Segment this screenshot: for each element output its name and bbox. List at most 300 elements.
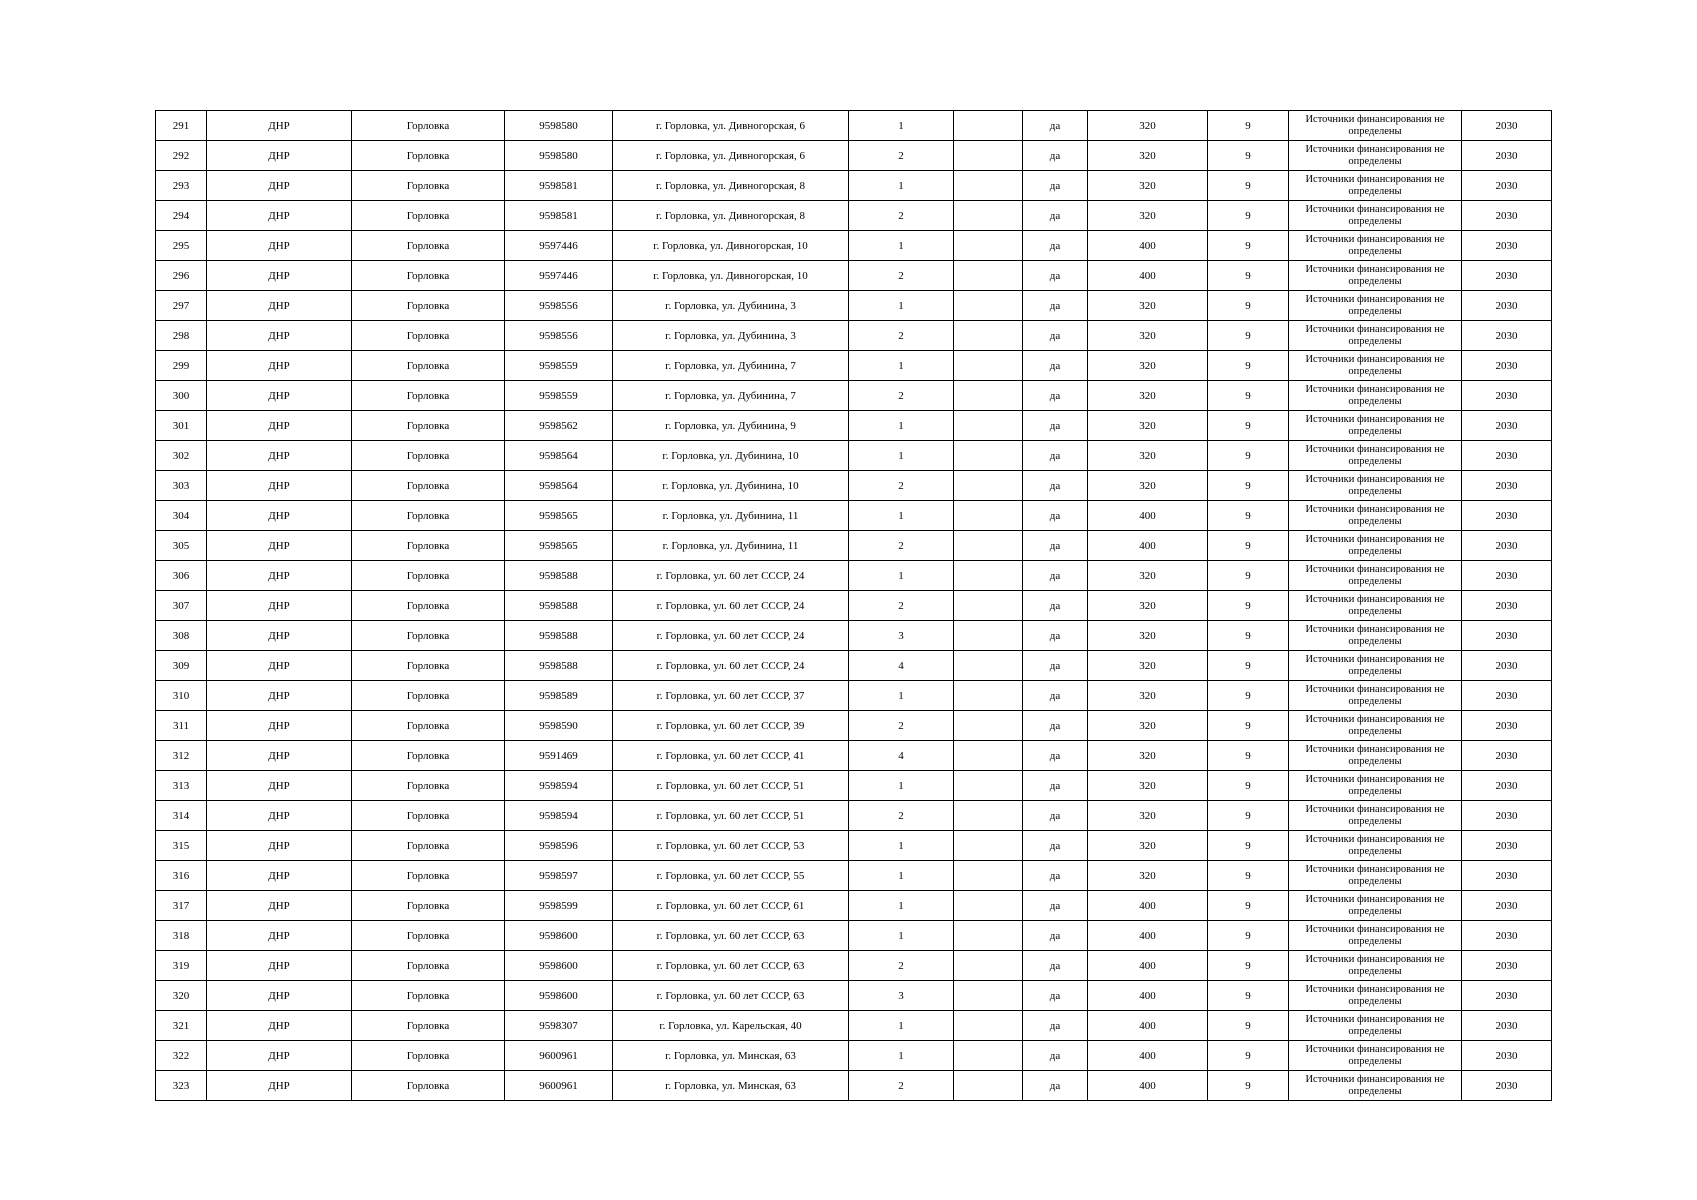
floors-cell: 9 — [1208, 1011, 1289, 1041]
city-cell: Горловка — [352, 951, 505, 981]
table-row — [156, 1071, 1552, 1101]
table-row — [156, 711, 1552, 741]
row-number-cell: 317 — [156, 891, 207, 921]
address-cell: г. Горловка, ул. Дубинина, 3 — [613, 291, 849, 321]
funding-source-cell: Источники финансирования не определены — [1289, 1071, 1462, 1101]
building-code-cell: 9598600 — [505, 981, 613, 1011]
row-number-cell: 319 — [156, 951, 207, 981]
address-cell: г. Горловка, ул. 60 лет СССР, 63 — [613, 921, 849, 951]
year-cell: 2030 — [1462, 831, 1552, 861]
capacity-cell: 400 — [1088, 891, 1208, 921]
entrance-cell: 2 — [849, 471, 954, 501]
entrance-cell: 2 — [849, 801, 954, 831]
funding-source-cell: Источники финансирования не определены — [1289, 1011, 1462, 1041]
address-cell: г. Горловка, ул. Дивногорская, 8 — [613, 171, 849, 201]
region-cell: ДНР — [207, 381, 352, 411]
floors-cell: 9 — [1208, 801, 1289, 831]
city-cell: Горловка — [352, 711, 505, 741]
year-cell: 2030 — [1462, 441, 1552, 471]
address-cell: г. Горловка, ул. Дивногорская, 8 — [613, 201, 849, 231]
funding-source-cell: Источники финансирования не определены — [1289, 621, 1462, 651]
city-cell: Горловка — [352, 831, 505, 861]
capacity-cell: 320 — [1088, 201, 1208, 231]
funding-source-cell: Источники финансирования не определены — [1289, 921, 1462, 951]
entrance-cell: 1 — [849, 561, 954, 591]
year-cell: 2030 — [1462, 621, 1552, 651]
row-number-cell: 306 — [156, 561, 207, 591]
region-cell: ДНР — [207, 501, 352, 531]
row-number-cell: 318 — [156, 921, 207, 951]
capacity-cell: 320 — [1088, 321, 1208, 351]
row-number-cell: 301 — [156, 411, 207, 441]
address-cell: г. Горловка, ул. Дубинина, 7 — [613, 351, 849, 381]
flag-cell: да — [1023, 471, 1088, 501]
building-code-cell: 9598588 — [505, 561, 613, 591]
row-number-cell: 302 — [156, 441, 207, 471]
floors-cell: 9 — [1208, 861, 1289, 891]
table-row — [156, 621, 1552, 651]
capacity-cell: 320 — [1088, 351, 1208, 381]
flag-cell: да — [1023, 891, 1088, 921]
flag-cell: да — [1023, 291, 1088, 321]
city-cell: Горловка — [352, 201, 505, 231]
capacity-cell: 320 — [1088, 861, 1208, 891]
building-code-cell: 9600961 — [505, 1071, 613, 1101]
region-cell: ДНР — [207, 921, 352, 951]
building-code-cell: 9597446 — [505, 261, 613, 291]
region-cell: ДНР — [207, 231, 352, 261]
row-number-cell: 291 — [156, 111, 207, 141]
row-number-cell: 304 — [156, 501, 207, 531]
region-cell: ДНР — [207, 561, 352, 591]
blank-cell — [954, 681, 1023, 711]
funding-source-cell: Источники финансирования не определены — [1289, 291, 1462, 321]
building-code-cell: 9598600 — [505, 951, 613, 981]
table-row — [156, 261, 1552, 291]
address-cell: г. Горловка, ул. Минская, 63 — [613, 1071, 849, 1101]
floors-cell: 9 — [1208, 201, 1289, 231]
year-cell: 2030 — [1462, 291, 1552, 321]
blank-cell — [954, 111, 1023, 141]
building-code-cell: 9598562 — [505, 411, 613, 441]
row-number-cell: 311 — [156, 711, 207, 741]
funding-source-cell: Источники финансирования не определены — [1289, 981, 1462, 1011]
capacity-cell: 320 — [1088, 171, 1208, 201]
region-cell: ДНР — [207, 951, 352, 981]
funding-source-cell: Источники финансирования не определены — [1289, 441, 1462, 471]
capacity-cell: 400 — [1088, 261, 1208, 291]
funding-source-cell: Источники финансирования не определены — [1289, 501, 1462, 531]
year-cell: 2030 — [1462, 231, 1552, 261]
blank-cell — [954, 291, 1023, 321]
registry-table — [155, 110, 1552, 1101]
region-cell: ДНР — [207, 471, 352, 501]
funding-source-cell: Источники финансирования не определены — [1289, 681, 1462, 711]
building-code-cell: 9598581 — [505, 201, 613, 231]
funding-source-cell: Источники финансирования не определены — [1289, 801, 1462, 831]
funding-source-cell: Источники финансирования не определены — [1289, 201, 1462, 231]
entrance-cell: 2 — [849, 321, 954, 351]
region-cell: ДНР — [207, 201, 352, 231]
region-cell: ДНР — [207, 351, 352, 381]
region-cell: ДНР — [207, 261, 352, 291]
entrance-cell: 2 — [849, 1071, 954, 1101]
entrance-cell: 1 — [849, 171, 954, 201]
blank-cell — [954, 891, 1023, 921]
floors-cell: 9 — [1208, 741, 1289, 771]
city-cell: Горловка — [352, 1041, 505, 1071]
blank-cell — [954, 1011, 1023, 1041]
funding-source-cell: Источники финансирования не определены — [1289, 471, 1462, 501]
table-row — [156, 591, 1552, 621]
funding-source-cell: Источники финансирования не определены — [1289, 831, 1462, 861]
flag-cell: да — [1023, 381, 1088, 411]
year-cell: 2030 — [1462, 921, 1552, 951]
year-cell: 2030 — [1462, 741, 1552, 771]
address-cell: г. Горловка, ул. 60 лет СССР, 24 — [613, 561, 849, 591]
region-cell: ДНР — [207, 801, 352, 831]
address-cell: г. Горловка, ул. 60 лет СССР, 55 — [613, 861, 849, 891]
building-code-cell: 9598556 — [505, 321, 613, 351]
capacity-cell: 320 — [1088, 381, 1208, 411]
address-cell: г. Горловка, ул. 60 лет СССР, 63 — [613, 951, 849, 981]
region-cell: ДНР — [207, 291, 352, 321]
city-cell: Горловка — [352, 981, 505, 1011]
flag-cell: да — [1023, 771, 1088, 801]
region-cell: ДНР — [207, 321, 352, 351]
building-code-cell: 9598588 — [505, 651, 613, 681]
building-code-cell: 9598596 — [505, 831, 613, 861]
blank-cell — [954, 531, 1023, 561]
entrance-cell: 1 — [849, 111, 954, 141]
flag-cell: да — [1023, 921, 1088, 951]
address-cell: г. Горловка, ул. 60 лет СССР, 39 — [613, 711, 849, 741]
flag-cell: да — [1023, 831, 1088, 861]
building-code-cell: 9598565 — [505, 531, 613, 561]
city-cell: Горловка — [352, 111, 505, 141]
blank-cell — [954, 411, 1023, 441]
city-cell: Горловка — [352, 291, 505, 321]
building-code-cell: 9598307 — [505, 1011, 613, 1041]
building-code-cell: 9598581 — [505, 171, 613, 201]
region-cell: ДНР — [207, 621, 352, 651]
capacity-cell: 320 — [1088, 591, 1208, 621]
building-code-cell: 9598588 — [505, 591, 613, 621]
row-number-cell: 296 — [156, 261, 207, 291]
year-cell: 2030 — [1462, 171, 1552, 201]
blank-cell — [954, 861, 1023, 891]
entrance-cell: 2 — [849, 531, 954, 561]
building-code-cell: 9597446 — [505, 231, 613, 261]
capacity-cell: 400 — [1088, 1041, 1208, 1071]
table-row — [156, 651, 1552, 681]
blank-cell — [954, 921, 1023, 951]
row-number-cell: 303 — [156, 471, 207, 501]
region-cell: ДНР — [207, 111, 352, 141]
funding-source-cell: Источники финансирования не определены — [1289, 861, 1462, 891]
flag-cell: да — [1023, 681, 1088, 711]
table-row — [156, 531, 1552, 561]
address-cell: г. Горловка, ул. Дубинина, 3 — [613, 321, 849, 351]
flag-cell: да — [1023, 171, 1088, 201]
city-cell: Горловка — [352, 591, 505, 621]
address-cell: г. Горловка, ул. Дубинина, 10 — [613, 441, 849, 471]
building-code-cell: 9598590 — [505, 711, 613, 741]
entrance-cell: 2 — [849, 951, 954, 981]
floors-cell: 9 — [1208, 411, 1289, 441]
address-cell: г. Горловка, ул. Дубинина, 10 — [613, 471, 849, 501]
address-cell: г. Горловка, ул. Дубинина, 9 — [613, 411, 849, 441]
capacity-cell: 320 — [1088, 141, 1208, 171]
flag-cell: да — [1023, 441, 1088, 471]
address-cell: г. Горловка, ул. 60 лет СССР, 51 — [613, 771, 849, 801]
building-code-cell: 9591469 — [505, 741, 613, 771]
blank-cell — [954, 231, 1023, 261]
blank-cell — [954, 771, 1023, 801]
floors-cell: 9 — [1208, 951, 1289, 981]
row-number-cell: 294 — [156, 201, 207, 231]
floors-cell: 9 — [1208, 171, 1289, 201]
row-number-cell: 314 — [156, 801, 207, 831]
entrance-cell: 1 — [849, 291, 954, 321]
year-cell: 2030 — [1462, 651, 1552, 681]
city-cell: Горловка — [352, 171, 505, 201]
blank-cell — [954, 171, 1023, 201]
year-cell: 2030 — [1462, 411, 1552, 441]
address-cell: г. Горловка, ул. 60 лет СССР, 41 — [613, 741, 849, 771]
capacity-cell: 320 — [1088, 681, 1208, 711]
flag-cell: да — [1023, 141, 1088, 171]
region-cell: ДНР — [207, 141, 352, 171]
floors-cell: 9 — [1208, 561, 1289, 591]
flag-cell: да — [1023, 321, 1088, 351]
registry-table-body — [156, 111, 1552, 1101]
city-cell: Горловка — [352, 141, 505, 171]
year-cell: 2030 — [1462, 321, 1552, 351]
capacity-cell: 320 — [1088, 831, 1208, 861]
building-code-cell: 9598559 — [505, 351, 613, 381]
year-cell: 2030 — [1462, 891, 1552, 921]
entrance-cell: 2 — [849, 261, 954, 291]
entrance-cell: 2 — [849, 141, 954, 171]
capacity-cell: 320 — [1088, 561, 1208, 591]
table-row — [156, 411, 1552, 441]
city-cell: Горловка — [352, 501, 505, 531]
floors-cell: 9 — [1208, 321, 1289, 351]
table-row — [156, 861, 1552, 891]
row-number-cell: 293 — [156, 171, 207, 201]
floors-cell: 9 — [1208, 591, 1289, 621]
row-number-cell: 315 — [156, 831, 207, 861]
year-cell: 2030 — [1462, 501, 1552, 531]
entrance-cell: 2 — [849, 381, 954, 411]
address-cell: г. Горловка, ул. Дубинина, 11 — [613, 501, 849, 531]
row-number-cell: 309 — [156, 651, 207, 681]
table-row — [156, 771, 1552, 801]
address-cell: г. Горловка, ул. Дивногорская, 10 — [613, 231, 849, 261]
funding-source-cell: Источники финансирования не определены — [1289, 111, 1462, 141]
blank-cell — [954, 951, 1023, 981]
row-number-cell: 322 — [156, 1041, 207, 1071]
funding-source-cell: Источники финансирования не определены — [1289, 711, 1462, 741]
flag-cell: да — [1023, 711, 1088, 741]
blank-cell — [954, 141, 1023, 171]
floors-cell: 9 — [1208, 921, 1289, 951]
capacity-cell: 320 — [1088, 621, 1208, 651]
city-cell: Горловка — [352, 741, 505, 771]
building-code-cell: 9598599 — [505, 891, 613, 921]
flag-cell: да — [1023, 741, 1088, 771]
flag-cell: да — [1023, 1011, 1088, 1041]
capacity-cell: 320 — [1088, 801, 1208, 831]
blank-cell — [954, 381, 1023, 411]
address-cell: г. Горловка, ул. Дубинина, 7 — [613, 381, 849, 411]
region-cell: ДНР — [207, 831, 352, 861]
flag-cell: да — [1023, 981, 1088, 1011]
region-cell: ДНР — [207, 771, 352, 801]
city-cell: Горловка — [352, 411, 505, 441]
floors-cell: 9 — [1208, 381, 1289, 411]
region-cell: ДНР — [207, 861, 352, 891]
building-code-cell: 9598589 — [505, 681, 613, 711]
address-cell: г. Горловка, ул. Дивногорская, 6 — [613, 141, 849, 171]
floors-cell: 9 — [1208, 291, 1289, 321]
region-cell: ДНР — [207, 1071, 352, 1101]
floors-cell: 9 — [1208, 531, 1289, 561]
capacity-cell: 320 — [1088, 411, 1208, 441]
address-cell: г. Горловка, ул. 60 лет СССР, 61 — [613, 891, 849, 921]
blank-cell — [954, 1071, 1023, 1101]
city-cell: Горловка — [352, 561, 505, 591]
city-cell: Горловка — [352, 531, 505, 561]
address-cell: г. Горловка, ул. 60 лет СССР, 51 — [613, 801, 849, 831]
capacity-cell: 400 — [1088, 1011, 1208, 1041]
funding-source-cell: Источники финансирования не определены — [1289, 321, 1462, 351]
floors-cell: 9 — [1208, 471, 1289, 501]
region-cell: ДНР — [207, 411, 352, 441]
floors-cell: 9 — [1208, 441, 1289, 471]
blank-cell — [954, 831, 1023, 861]
row-number-cell: 321 — [156, 1011, 207, 1041]
table-row — [156, 231, 1552, 261]
table-row — [156, 951, 1552, 981]
row-number-cell: 310 — [156, 681, 207, 711]
blank-cell — [954, 441, 1023, 471]
row-number-cell: 305 — [156, 531, 207, 561]
building-code-cell: 9598597 — [505, 861, 613, 891]
region-cell: ДНР — [207, 711, 352, 741]
entrance-cell: 2 — [849, 201, 954, 231]
blank-cell — [954, 591, 1023, 621]
floors-cell: 9 — [1208, 111, 1289, 141]
capacity-cell: 320 — [1088, 111, 1208, 141]
year-cell: 2030 — [1462, 1071, 1552, 1101]
blank-cell — [954, 1041, 1023, 1071]
entrance-cell: 2 — [849, 591, 954, 621]
entrance-cell: 1 — [849, 501, 954, 531]
row-number-cell: 312 — [156, 741, 207, 771]
floors-cell: 9 — [1208, 771, 1289, 801]
building-code-cell: 9598564 — [505, 471, 613, 501]
entrance-cell: 1 — [849, 861, 954, 891]
building-code-cell: 9598580 — [505, 111, 613, 141]
address-cell: г. Горловка, ул. Карельская, 40 — [613, 1011, 849, 1041]
city-cell: Горловка — [352, 681, 505, 711]
flag-cell: да — [1023, 861, 1088, 891]
building-code-cell: 9598594 — [505, 801, 613, 831]
city-cell: Горловка — [352, 231, 505, 261]
entrance-cell: 1 — [849, 411, 954, 441]
year-cell: 2030 — [1462, 351, 1552, 381]
entrance-cell: 1 — [849, 1011, 954, 1041]
year-cell: 2030 — [1462, 861, 1552, 891]
floors-cell: 9 — [1208, 681, 1289, 711]
address-cell: г. Горловка, ул. Минская, 63 — [613, 1041, 849, 1071]
flag-cell: да — [1023, 231, 1088, 261]
flag-cell: да — [1023, 501, 1088, 531]
capacity-cell: 320 — [1088, 651, 1208, 681]
blank-cell — [954, 501, 1023, 531]
entrance-cell: 1 — [849, 831, 954, 861]
capacity-cell: 320 — [1088, 741, 1208, 771]
table-row — [156, 171, 1552, 201]
entrance-cell: 1 — [849, 891, 954, 921]
blank-cell — [954, 621, 1023, 651]
city-cell: Горловка — [352, 441, 505, 471]
blank-cell — [954, 561, 1023, 591]
address-cell: г. Горловка, ул. 60 лет СССР, 63 — [613, 981, 849, 1011]
funding-source-cell: Источники финансирования не определены — [1289, 951, 1462, 981]
address-cell: г. Горловка, ул. 60 лет СССР, 53 — [613, 831, 849, 861]
blank-cell — [954, 261, 1023, 291]
funding-source-cell: Источники финансирования не определены — [1289, 651, 1462, 681]
year-cell: 2030 — [1462, 471, 1552, 501]
table-row — [156, 141, 1552, 171]
funding-source-cell: Источники финансирования не определены — [1289, 381, 1462, 411]
table-row — [156, 831, 1552, 861]
row-number-cell: 297 — [156, 291, 207, 321]
row-number-cell: 313 — [156, 771, 207, 801]
building-code-cell: 9598588 — [505, 621, 613, 651]
city-cell: Горловка — [352, 321, 505, 351]
region-cell: ДНР — [207, 171, 352, 201]
blank-cell — [954, 201, 1023, 231]
region-cell: ДНР — [207, 651, 352, 681]
city-cell: Горловка — [352, 891, 505, 921]
table-row — [156, 1041, 1552, 1071]
floors-cell: 9 — [1208, 501, 1289, 531]
capacity-cell: 400 — [1088, 921, 1208, 951]
year-cell: 2030 — [1462, 711, 1552, 741]
year-cell: 2030 — [1462, 1011, 1552, 1041]
building-code-cell: 9598594 — [505, 771, 613, 801]
floors-cell: 9 — [1208, 831, 1289, 861]
blank-cell — [954, 711, 1023, 741]
building-code-cell: 9598564 — [505, 441, 613, 471]
address-cell: г. Горловка, ул. 60 лет СССР, 24 — [613, 591, 849, 621]
entrance-cell: 1 — [849, 231, 954, 261]
flag-cell: да — [1023, 411, 1088, 441]
flag-cell: да — [1023, 1041, 1088, 1071]
year-cell: 2030 — [1462, 141, 1552, 171]
entrance-cell: 1 — [849, 921, 954, 951]
floors-cell: 9 — [1208, 621, 1289, 651]
year-cell: 2030 — [1462, 561, 1552, 591]
blank-cell — [954, 471, 1023, 501]
year-cell: 2030 — [1462, 981, 1552, 1011]
city-cell: Горловка — [352, 771, 505, 801]
entrance-cell: 1 — [849, 1041, 954, 1071]
